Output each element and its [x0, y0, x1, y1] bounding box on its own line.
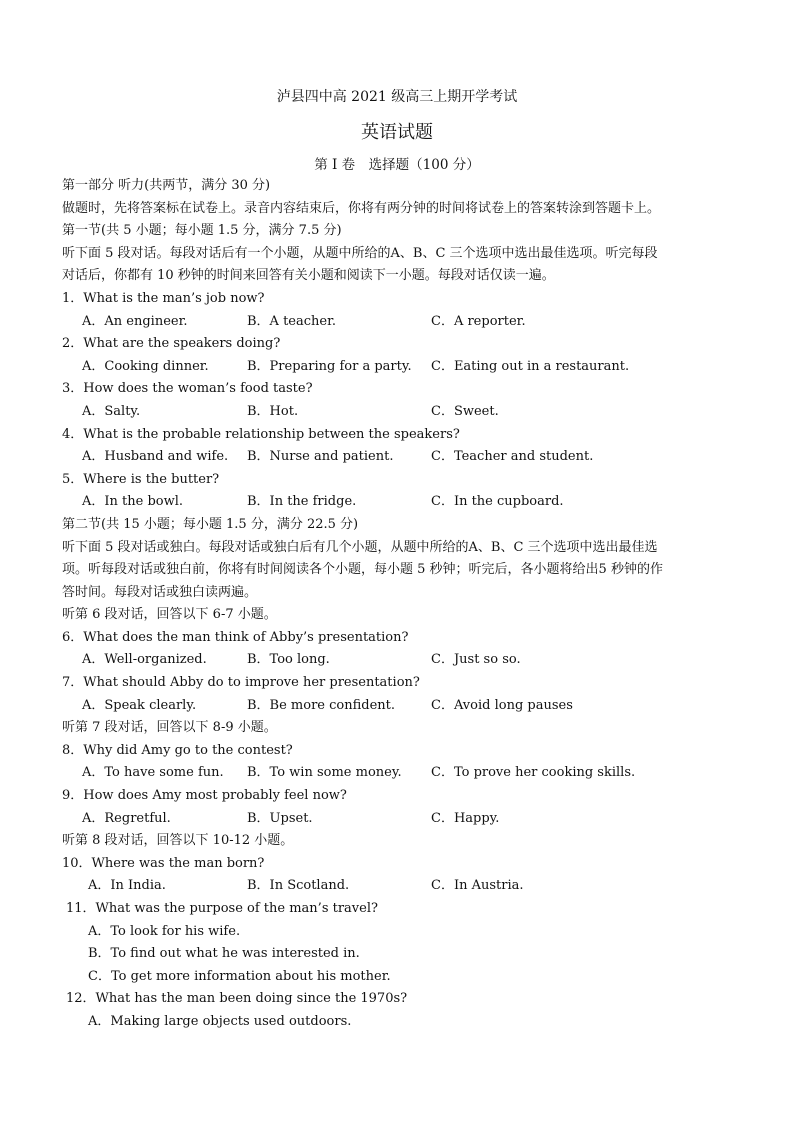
question-9-options	[62, 808, 742, 831]
question-7: 7．What should Abby do to improve her presentation?	[62, 675, 420, 691]
option-c: C．In Austria.	[431, 878, 524, 894]
option-b: B．Hot.	[247, 403, 299, 419]
option-a: A．In India.	[88, 878, 166, 894]
option-c: C．Sweet.	[431, 403, 499, 419]
question-9: 9．How does Amy most probably feel now?	[62, 788, 347, 804]
part1-instruction: 做题时，先将答案标在试卷上。录音内容结束后，你将有两分钟的时间将试卷上的答案转涂到答题卡上。	[62, 200, 661, 216]
section2-instruction-line2: 项。听每段对话或独白前，你将有时间阅读各个小题，每小题 5 秒钟；听完后，各小题将给出5 秒钟的作	[62, 562, 663, 578]
option-a: A．An engineer.	[82, 313, 188, 329]
option-a: A．Regretful.	[82, 810, 171, 826]
question-1-options	[62, 311, 742, 334]
option-b: B．In the fridge.	[247, 494, 357, 510]
question-10-options	[62, 875, 742, 898]
option-b: B．In Scotland.	[247, 878, 350, 894]
section2-instruction-line1: 听下面 5 段对话或独白。每段对话或独白后有几个小题，从题中所给的A、B、C 三个选项中选出最佳选	[62, 539, 658, 555]
question-7-options	[62, 695, 742, 718]
option-c: C．In the cupboard.	[431, 494, 564, 510]
option-c: C．Happy.	[431, 810, 500, 826]
section1-instruction-line1: 听下面 5 段对话。每段对话后有一个小题，从题中所给的A、B、C 三个选项中选出最佳选项。听完每段	[62, 245, 658, 261]
volume-title: 第 I 卷 选择题（100 分）	[314, 157, 480, 173]
option-b: B．A teacher.	[247, 313, 337, 329]
exam-school-title: 泸县四中高 2021 级高三上期开学考试	[276, 89, 518, 105]
option-b: B．To win some money.	[247, 765, 402, 781]
question-12-option-a: A．Making large objects used outdoors.	[88, 1013, 352, 1029]
option-c: C．A reporter.	[431, 313, 526, 329]
option-b: B．Too long.	[247, 652, 330, 668]
question-5: 5．Where is the butter?	[62, 471, 220, 487]
question-3-options	[62, 401, 742, 424]
option-c: C．To prove her cooking skills.	[431, 765, 636, 781]
question-2: 2．What are the speakers doing?	[62, 336, 281, 352]
option-b: B．Nurse and patient.	[247, 449, 394, 465]
option-c: C．Just so so.	[431, 652, 521, 668]
question-4: 4．What is the probable relationship between the speakers?	[62, 426, 460, 442]
group-7-heading: 听第 7 段对话，回答以下 8-9 小题。	[62, 720, 277, 736]
group-8-heading: 听第 8 段对话，回答以下 10-12 小题。	[62, 833, 294, 849]
option-a: A．Cooking dinner.	[82, 358, 209, 374]
option-a: A．To have some fun.	[82, 765, 224, 781]
group-6-heading: 听第 6 段对话，回答以下 6-7 小题。	[62, 607, 277, 623]
question-5-options	[62, 491, 742, 514]
option-c: C．Eating out in a restaurant.	[431, 358, 630, 374]
exam-content	[62, 175, 742, 1034]
option-b: B．Upset.	[247, 810, 313, 826]
section2-instruction-line3: 答时间。每段对话或独白读两遍。	[62, 584, 258, 600]
section2-title: 第二节(共 15 小题；每小题 1.5 分，满分 22.5 分)	[62, 516, 359, 532]
option-a: A．Husband and wife.	[82, 449, 229, 465]
question-6: 6．What does the man think of Abby’s presentation?	[62, 629, 409, 645]
question-1: 1．What is the man’s job now?	[62, 290, 265, 306]
question-11-option-c: C．To get more information about his mother.	[88, 968, 391, 984]
question-8: 8．Why did Amy go to the contest?	[62, 742, 293, 758]
part1-title: 第一部分 听力(共两节，满分 30 分)	[62, 178, 271, 193]
question-11: 11．What was the purpose of the man’s travel?	[66, 901, 378, 916]
section1-title: 第一节(共 5 小题；每小题 1.5 分，满分 7.5 分)	[62, 223, 342, 239]
exam-subject-title: 英语试题	[361, 122, 433, 143]
option-a: A．Well-organized.	[82, 652, 207, 668]
option-b: B．Preparing for a party.	[247, 358, 412, 374]
question-4-options	[62, 446, 742, 469]
question-6-options	[62, 649, 742, 672]
option-a: A．Salty.	[82, 403, 141, 419]
question-8-options	[62, 762, 742, 785]
option-c: C．Avoid long pauses	[431, 697, 573, 713]
question-11-option-b: B．To find out what he was interested in.	[88, 946, 360, 962]
section1-instruction-line2: 对话后，你都有 10 秒钟的时间来回答有关小题和阅读下一小题。每段对话仅读一遍。	[62, 268, 555, 284]
question-10: 10．Where was the man born?	[62, 855, 265, 871]
option-a: A．Speak clearly.	[82, 697, 197, 713]
question-11-option-a: A．To look for his wife.	[88, 923, 241, 939]
option-b: B．Be more confident.	[247, 697, 396, 713]
question-3: 3．How does the woman’s food taste?	[62, 381, 313, 397]
question-12: 12．What has the man been doing since the 1970s?	[66, 991, 408, 1007]
option-c: C．Teacher and student.	[431, 449, 594, 465]
question-2-options	[62, 356, 742, 379]
option-a: A．In the bowl.	[82, 494, 184, 510]
